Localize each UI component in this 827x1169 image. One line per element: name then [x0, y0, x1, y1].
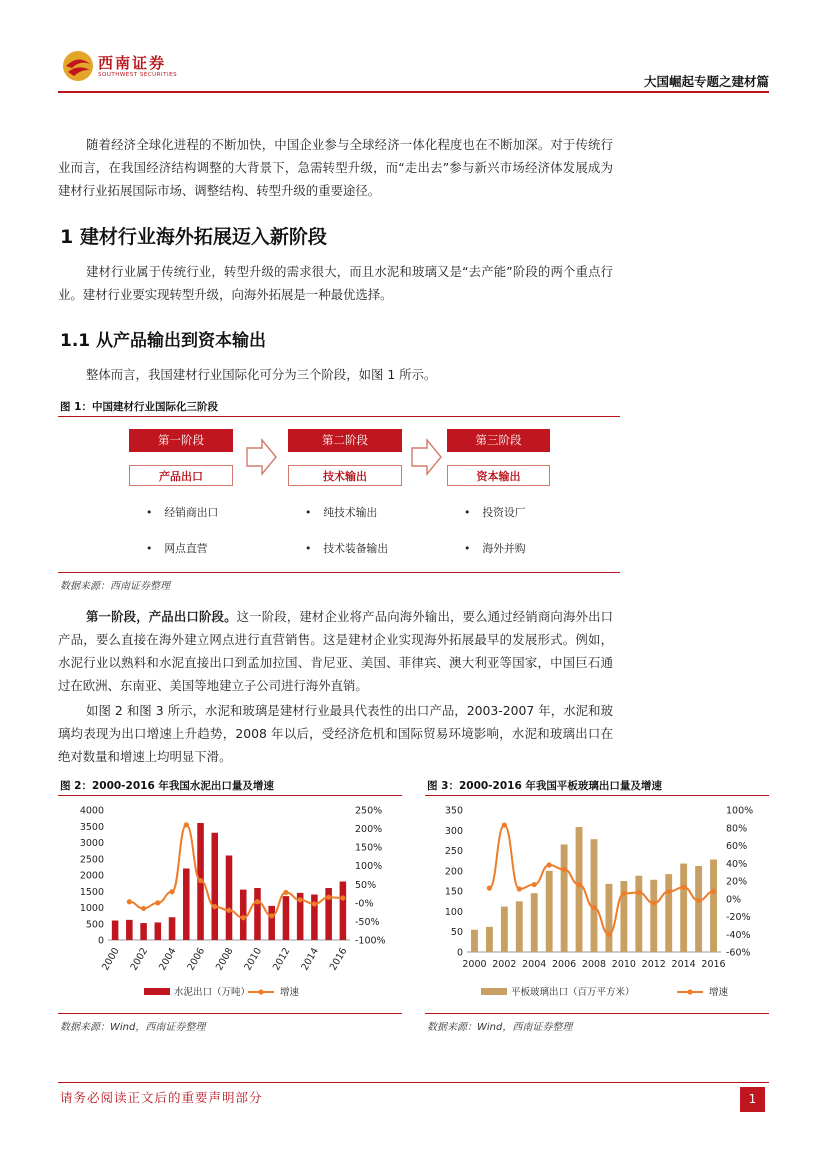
bar	[665, 874, 672, 952]
growth-point	[606, 932, 611, 937]
bar	[126, 920, 133, 940]
legend-line-marker	[687, 989, 692, 994]
bar	[183, 869, 190, 941]
growth-point	[666, 889, 671, 894]
company-logo-english: SOUTHWEST SECURITIES	[98, 72, 178, 78]
bar	[635, 876, 642, 952]
y-left-tick-label: 50	[450, 927, 463, 939]
bar	[140, 923, 147, 940]
x-tick-label: 2008	[213, 946, 236, 973]
glass-export-chart	[425, 798, 769, 1010]
y-right-tick-label: 100%	[726, 805, 754, 817]
growth-point	[636, 890, 641, 895]
legend-line-label: 增速	[709, 987, 729, 998]
y-left-tick-label: 4000	[79, 805, 104, 817]
section-1-heading: 1 建材行业海外拓展迈入新阶段	[60, 226, 327, 248]
growth-point	[517, 886, 522, 891]
stage-2-box: 第二阶段	[288, 429, 402, 452]
figure-2-top-rule	[58, 795, 402, 796]
growth-point	[696, 898, 701, 903]
x-tick-label: 2004	[522, 959, 547, 970]
section-1-paragraph: 建材行业属于传统行业，转型升级的需求很大，而且水泥和玻璃又是“去产能”阶段的两个重点行业。建材行业要实现转型升级，向海外拓展是一种最优选择。	[58, 264, 613, 302]
bar	[710, 859, 717, 952]
stage-1-bullet: • 经销商出口	[146, 505, 218, 520]
y-left-tick-label: 3500	[79, 821, 104, 833]
stage-2-bullet: • 纯技术输出	[305, 505, 377, 520]
x-tick-label: 2000	[100, 946, 122, 973]
legend-bar-swatch	[481, 988, 507, 995]
stage-1-text: 这一阶段，建材企业将产品向海外输出，要么通过经销商向海外出口产品，要么直接在海外建立网点进行直营销售。这是建材企业实现海外拓展最早的发展形式。例如，水泥行业以熟料和水泥直接出口到孟加拉国、肯尼亚、美国、菲律宾、澳大利亚等国家，中国巨石通过在欧洲、东南亚、美国等地建立子公司进行海外直销。	[58, 609, 614, 693]
stage-1-paragraph	[58, 605, 613, 697]
y-left-tick-label: 2500	[79, 854, 104, 866]
y-right-tick-label: -50%	[355, 916, 380, 928]
bar	[680, 864, 687, 952]
stage-3-box: 第三阶段	[447, 429, 550, 452]
section-1-1-heading: 1.1 从产品输出到资本输出	[60, 331, 267, 351]
y-left-tick-label: 1500	[79, 886, 104, 898]
y-left-tick-label: 0	[456, 947, 463, 959]
growth-line	[129, 825, 343, 918]
growth-point	[141, 906, 146, 911]
growth-point	[562, 867, 567, 872]
growth-line	[489, 825, 713, 934]
y-left-tick-label: 300	[444, 825, 463, 837]
section-1-1-paragraph: 整体而言，我国建材行业国际化可分为三个阶段，如图 1 所示。	[86, 367, 437, 382]
growth-point	[127, 899, 132, 904]
bar	[340, 882, 347, 941]
bar	[226, 856, 233, 941]
y-left-tick-label: 150	[444, 886, 463, 898]
y-right-tick-label: 100%	[355, 861, 383, 873]
x-tick-label: 2004	[157, 946, 179, 973]
x-tick-label: 2012	[641, 959, 666, 970]
growth-point	[576, 882, 581, 887]
y-right-tick-label: 150%	[355, 842, 383, 854]
stage-1-subtitle: 产品出口	[129, 465, 233, 486]
growth-point	[198, 878, 203, 883]
arrow-right-icon	[246, 438, 278, 476]
x-tick-label: 2016	[327, 946, 350, 973]
bar	[501, 907, 508, 952]
stage-1-bullet: • 网点直营	[146, 541, 208, 556]
figure-1-top-rule	[58, 416, 620, 417]
figure-3-bottom-rule	[425, 1013, 769, 1014]
y-right-tick-label: 0%	[726, 894, 742, 906]
bar	[606, 884, 613, 952]
stage-3-bullet: • 投资设厂	[464, 505, 526, 520]
growth-point	[681, 885, 686, 890]
y-left-tick-label: 200	[444, 866, 463, 878]
legend-line-label: 增速	[280, 987, 300, 998]
company-logo-icon	[62, 50, 94, 82]
figure-3-title: 图 3：2000-2016 年我国平板玻璃出口量及增速	[427, 780, 662, 792]
growth-point	[326, 895, 331, 900]
figure-2-source: 数据来源：Wind，西南证券整理	[60, 1022, 206, 1033]
bar	[561, 844, 568, 952]
bar	[576, 827, 583, 952]
bar	[695, 866, 702, 952]
bar	[486, 927, 493, 952]
bar	[471, 930, 478, 952]
bar	[112, 921, 119, 941]
growth-point	[711, 889, 716, 894]
y-right-tick-label: 250%	[355, 805, 383, 817]
header-divider	[58, 91, 769, 93]
x-tick-label: 2002	[128, 946, 151, 973]
bar	[546, 871, 553, 952]
bar	[516, 901, 523, 952]
legend-line-marker	[258, 989, 263, 994]
growth-point	[226, 908, 231, 913]
growth-point	[487, 886, 492, 891]
growth-point	[502, 822, 507, 827]
legend-bar-swatch	[144, 988, 170, 995]
cement-export-chart	[58, 798, 402, 1010]
growth-point	[255, 899, 260, 904]
y-left-tick-label: 350	[444, 805, 463, 817]
growth-point	[621, 891, 626, 896]
page-number: 1	[740, 1087, 765, 1112]
y-left-tick-label: 3000	[79, 838, 104, 849]
arrow-right-icon	[411, 438, 443, 476]
y-right-tick-label: -60%	[726, 947, 751, 959]
stage-2-bullet: • 技术装备输出	[305, 541, 388, 556]
x-tick-label: 2006	[185, 946, 208, 973]
figure-3-source: 数据来源：Wind，西南证券整理	[427, 1022, 573, 1033]
figure-3-top-rule	[425, 795, 769, 796]
bar	[155, 922, 162, 940]
growth-point	[340, 895, 345, 900]
y-left-tick-label: 100	[444, 906, 463, 918]
figure-2-title: 图 2：2000-2016 年我国水泥出口量及增速	[60, 780, 274, 792]
x-tick-label: 2010	[242, 946, 265, 973]
bar	[211, 833, 218, 940]
x-tick-label: 2002	[492, 959, 517, 970]
growth-point	[312, 901, 317, 906]
y-right-tick-label: -0%	[355, 898, 374, 910]
company-logo-text: 西南证券	[98, 54, 167, 72]
y-right-tick-label: 200%	[355, 824, 383, 836]
x-tick-label: 2006	[552, 959, 577, 970]
stage-1-lead: 第一阶段，产品出口阶段。	[86, 609, 237, 624]
figure-1-bottom-rule	[58, 572, 620, 573]
growth-point	[547, 862, 552, 867]
bar	[311, 895, 318, 941]
figure-1-source: 数据来源：西南证券整理	[60, 581, 170, 592]
y-left-tick-label: 1000	[79, 903, 104, 914]
y-left-tick-label: 500	[85, 919, 104, 931]
growth-point	[591, 905, 596, 910]
bar	[283, 896, 290, 940]
stage-1-box: 第一阶段	[129, 429, 233, 452]
x-tick-label: 2010	[611, 959, 636, 970]
growth-point	[212, 904, 217, 909]
intro-paragraph: 随着经济全球化进程的不断加快，中国企业参与全球经济一体化程度也在不断加深。对于传统行业而言，在我国经济结构调整的大背景下，急需转型升级，而“走出去”参与新兴市场经济体发展成为建材行业拓展国际市场、调整结构、转型升级的重要途径。	[58, 137, 613, 198]
growth-point	[651, 901, 656, 906]
stage-3-bullet: • 海外并购	[464, 541, 526, 556]
x-tick-label: 2016	[701, 959, 726, 970]
growth-point	[532, 882, 537, 887]
stage-2-subtitle: 技术输出	[288, 465, 402, 486]
bar	[531, 893, 538, 952]
legend-bar-label: 水泥出口（万吨）	[174, 987, 251, 998]
footer-disclaimer: 请务必阅读正文后的重要声明部分	[60, 1090, 263, 1105]
growth-point	[269, 913, 274, 918]
footer-divider	[58, 1082, 769, 1083]
bar	[650, 880, 657, 952]
figure-2-bottom-rule	[58, 1013, 402, 1014]
bar	[254, 888, 261, 940]
y-right-tick-label: 80%	[726, 823, 748, 835]
x-tick-label: 2012	[270, 946, 293, 973]
y-right-tick-label: -100%	[355, 935, 386, 947]
figure-1-title: 图 1：中国建材行业国际化三阶段	[60, 401, 218, 413]
y-right-tick-label: 40%	[726, 858, 748, 870]
growth-point	[298, 897, 303, 902]
y-left-tick-label: 2000	[79, 870, 104, 882]
y-left-tick-label: 250	[444, 846, 463, 858]
growth-point	[241, 915, 246, 920]
bar	[169, 917, 176, 940]
y-right-tick-label: 50%	[355, 879, 377, 891]
growth-point	[184, 822, 189, 827]
bar	[268, 906, 275, 940]
growth-point	[283, 890, 288, 895]
y-right-tick-label: 60%	[726, 841, 748, 852]
x-tick-label: 2000	[462, 959, 487, 970]
x-tick-label: 2008	[581, 959, 607, 970]
figure-2-3-paragraph: 如图 2 和图 3 所示，水泥和玻璃是建材行业最具代表性的出口产品，2003-2007 年，水泥和玻璃均表现为出口增速上升趋势，2008 年以后，受经济危机和国际贸易环境影响，水泥和玻璃出口在绝对数量和增速上均明显下滑。	[58, 703, 613, 764]
x-tick-label: 2014	[671, 959, 696, 970]
bar	[240, 890, 247, 940]
stage-3-subtitle: 资本输出	[447, 465, 550, 486]
y-right-tick-label: -20%	[726, 912, 751, 923]
growth-point	[155, 900, 160, 905]
report-title: 大国崛起专题之建材篇	[643, 74, 769, 89]
growth-point	[169, 889, 174, 894]
y-right-tick-label: 20%	[726, 876, 748, 888]
bar	[591, 839, 598, 952]
y-left-tick-label: 0	[97, 935, 104, 947]
x-tick-label: 2014	[299, 946, 322, 973]
y-right-tick-label: -40%	[726, 929, 751, 941]
legend-bar-label: 平板玻璃出口（百万平方米）	[511, 987, 635, 998]
